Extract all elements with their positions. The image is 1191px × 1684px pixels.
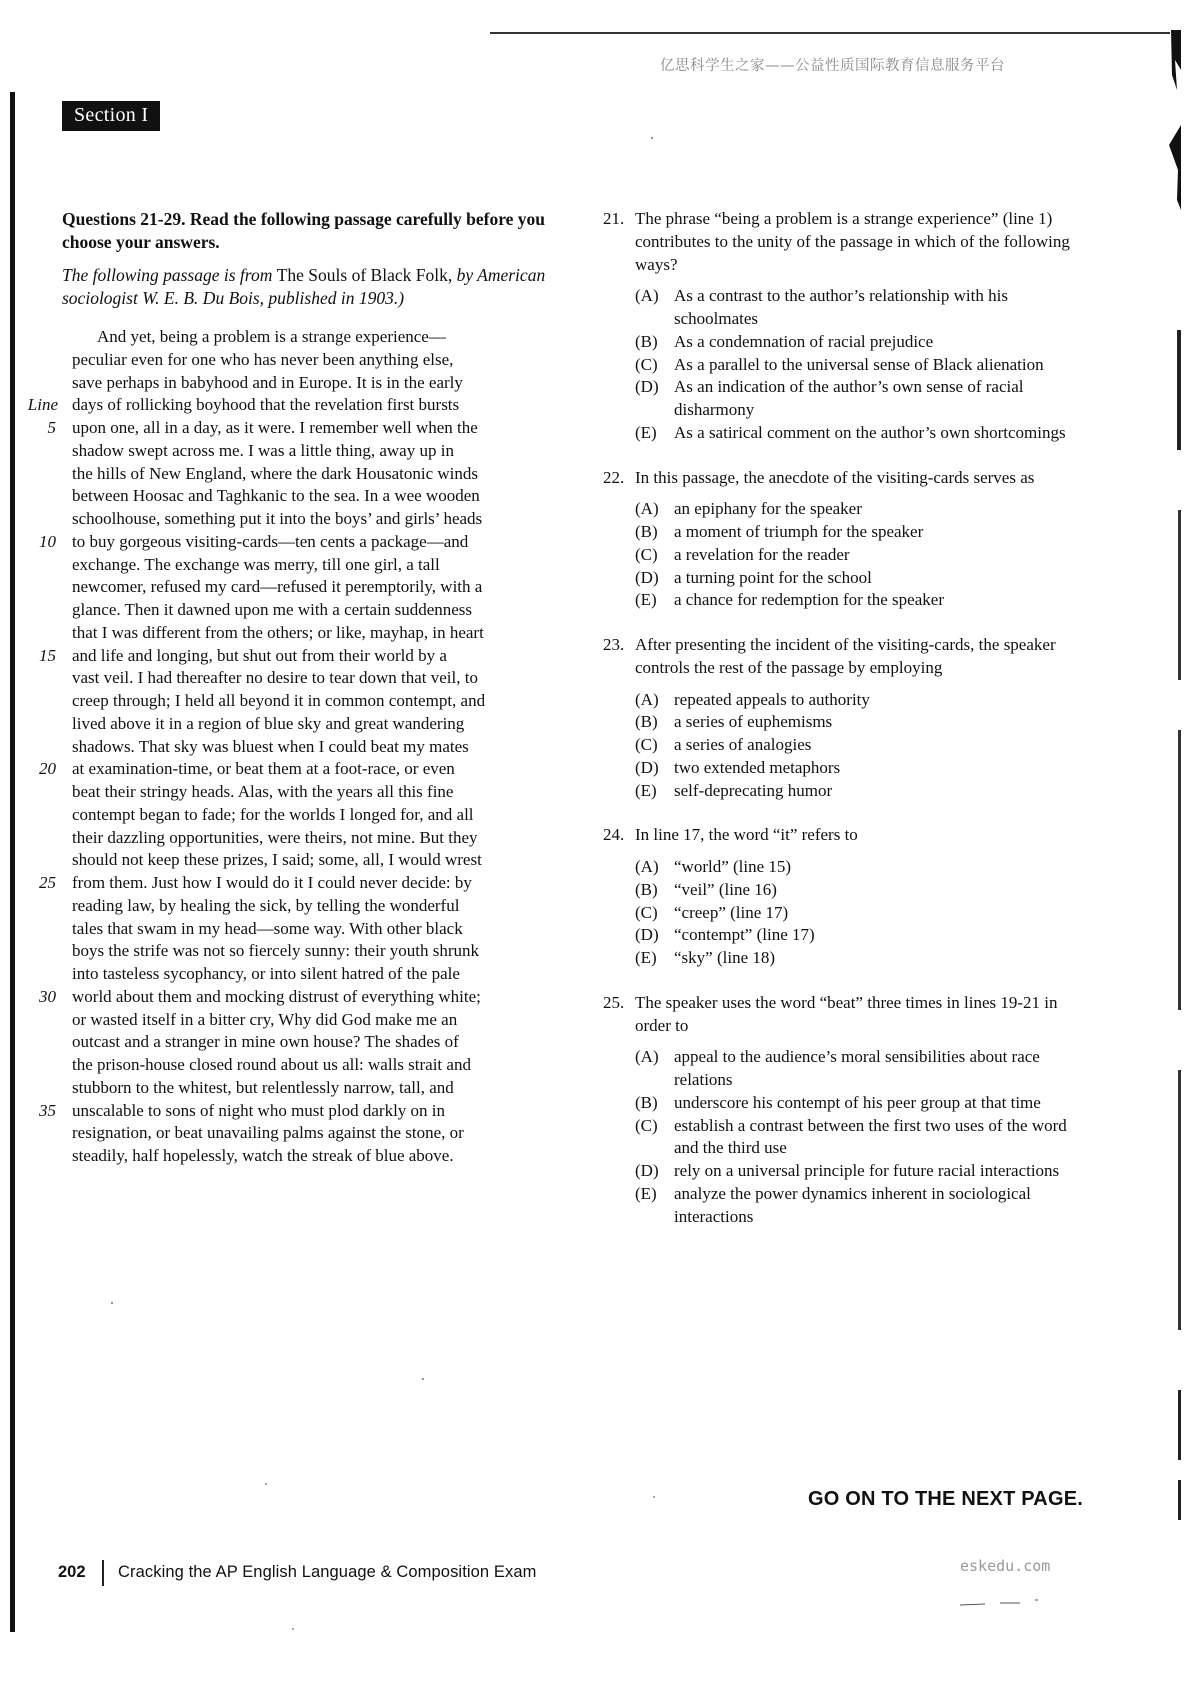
choice-text: As a parallel to the universal sense of Black alienation [674,354,1044,374]
choice-label: (A) [635,499,659,519]
choice-label: (B) [635,331,658,351]
choice-text: “veil” (line 16) [674,879,777,899]
question-text: In this passage, the anecdote of the visiting-cards serves as [635,467,1035,487]
question-number: 25. [603,992,625,1012]
footer-divider [102,1560,104,1586]
answer-choice [603,567,1083,590]
choice-text: a series of euphemisms [674,712,833,732]
choice-text: “creep” (line 17) [674,902,789,922]
section-label: Section I [62,101,160,131]
intro-work-title: The Souls of Black Folk, [276,265,453,285]
passage-line-text: And yet, being a problem is a strange experience— [97,327,446,346]
intro-suffix: by American sociologist W. E. B. Du Bois, published in 1903.) [62,265,546,308]
question-23 [603,634,1083,802]
choice-text: a revelation for the reader [674,544,850,564]
directions: Questions 21-29. Read the following passage carefully before you choose your answers. [62,209,546,252]
answer-choice [603,589,1083,612]
choice-label: (A) [635,1047,659,1067]
choice-label: (B) [635,879,658,899]
question-text: The phrase “being a problem is a strange experience” (line 1) contributes to the unity of the passage in which of the following ways? [635,209,1070,274]
answer-choice [603,354,1083,377]
passage-line [62,895,562,918]
choice-text: an epiphany for the speaker [674,499,862,519]
passage-line-text: world about them and mocking distrust of everything white; [72,986,481,1006]
passage-line-text: their dazzling opportunities, were theirs, not mine. But they [72,827,478,847]
question-number: 22. [603,467,625,487]
choice-label: (D) [635,567,659,587]
question-text: After presenting the incident of the visiting-cards, the speaker controls the rest of the passage by employing [635,635,1056,677]
next-page-instruction: GO ON TO THE NEXT PAGE. [808,1488,1084,1510]
answer-choice [603,879,1083,902]
scan-binding-edge [10,92,15,1632]
choice-text: As a contrast to the author’s relationship with his schoolmates [674,286,1008,328]
question-number: 21. [603,209,625,228]
passage-line [39,1100,562,1123]
choice-text: self-deprecating humor [674,780,833,800]
question-stem [603,208,1083,276]
passage-line [62,1009,562,1032]
choice-text: a turning point for the school [674,567,872,587]
passage-line-text: glance. Then it dawned upon me with a certain suddenness [72,600,473,619]
question-text: The speaker uses the word “beat” three times in lines 19-21 in order to [635,992,1058,1035]
passage-line-text: reading law, by healing the sick, by telling the wonderful [72,895,460,915]
passage-line-text: upon one, all in a day, as it were. I remember well when the [72,418,478,437]
passage-line-text: newcomer, refused my card—refused it peremptorily, with a [72,577,483,597]
passage-line [62,1054,562,1077]
passage-line [62,1122,562,1145]
choice-text: appeal to the audience’s moral sensibilities about race relations [674,1047,1040,1089]
answer-choice [603,924,1083,947]
passage-line [62,1145,562,1168]
answer-choice [603,902,1083,925]
passage-line-text: the hills of New England, where the dark Housatonic winds [72,463,479,483]
passage-line-text: the prison-house closed round about us all: walls strait and [72,1055,471,1074]
scan-top-rule [490,32,1170,34]
choice-text: establish a contrast between the first two uses of the word and the third use [674,1115,1067,1158]
choice-label: (E) [635,1183,657,1203]
choice-label: (A) [635,857,659,876]
watermark-top: 亿思科学生之家——公益性质国际教育信息服务平台 [660,58,1005,74]
passage-line [62,713,562,736]
passage-line [62,1077,562,1100]
passage-line [62,576,562,599]
passage-line-text: from them. Just how I would do it I could never decide: by [72,873,472,892]
passage-line [39,758,562,781]
choice-label: (D) [635,925,659,945]
passage-line [39,986,562,1009]
answer-choice [603,376,1083,422]
question-number: 23. [603,635,625,654]
choice-label: (E) [635,780,657,800]
passage-line [62,804,562,827]
line-number: 5 [47,418,56,437]
passage-line [62,827,562,850]
passage-line-text: that I was different from the others; or like, mayhap, in heart [72,622,484,642]
question-stem [603,824,1083,847]
passage-line [62,599,562,622]
choice-text: a moment of triumph for the speaker [674,522,924,541]
question-21 [603,208,1083,445]
passage-line [62,622,562,645]
passage-line [62,554,562,577]
passage-line-text: days of rollicking boyhood that the revelation first bursts [72,395,460,415]
choice-label: (B) [635,712,658,732]
choice-text: a series of analogies [674,735,812,754]
passage-line [62,781,562,804]
choice-label: (A) [635,286,659,306]
answer-choice [603,711,1083,734]
choice-text: “contempt” (line 17) [674,925,815,945]
passage-line-text: tales that swam in my head—some way. With other black [72,918,463,938]
choice-text: As a condemnation of racial prejudice [674,331,934,351]
answer-choice [603,689,1083,712]
choice-label: (C) [635,735,658,754]
choice-label: (B) [635,1092,658,1112]
answer-choice [603,521,1083,544]
choice-text: “world” (line 15) [674,857,792,876]
choice-text: underscore his contempt of his peer group at that time [674,1092,1041,1112]
line-number: 25 [39,873,56,892]
choice-text: repeated appeals to authority [674,689,870,709]
answer-choice [603,331,1083,354]
passage-line [62,485,562,508]
scan-right-edge [1169,30,1183,1650]
choice-label: (E) [635,590,657,610]
passage-line-text: beat their stringy heads. Alas, with the years all this fine [72,782,454,801]
choice-label: (B) [635,522,658,541]
book-title: Cracking the AP English Language & Composition Exam [118,1563,537,1581]
passage-line [39,645,562,668]
passage-line-text: steadily, half hopelessly, watch the streak of blue above. [72,1146,454,1165]
passage-line-text: shadow swept across me. I was a little thing, away up in [72,440,454,460]
passage-line-text: peculiar even for one who has never been anything else, [72,349,454,369]
choice-text: rely on a universal principle for future racial interactions [674,1161,1060,1180]
passage-line [62,736,562,759]
question-stem [603,634,1083,680]
passage-column [27,208,562,1168]
answer-choice [603,734,1083,757]
passage-line-text: vast veil. I had thereafter no desire to tear down that veil, to [72,668,478,688]
choice-text: two extended metaphors [674,757,841,777]
choice-label: (E) [635,948,657,967]
question-25 [603,992,1083,1229]
passage-line [62,667,562,690]
questions-column [603,208,1083,1250]
passage-line [47,417,562,440]
passage-line [27,394,562,417]
answer-choice [603,1160,1083,1183]
passage-line-text: contempt began to fade; for the worlds I longed for, and all [72,804,474,824]
line-number: 20 [39,759,56,779]
passage-intro [62,264,562,310]
passage-line-text: creep through; I held all beyond it in common contempt, and [72,691,486,710]
passage-line-text: save perhaps in babyhood and in Europe. It is in the early [72,372,463,392]
passage-line [62,940,562,963]
passage-line-text: shadows. That sky was bluest when I could beat my mates [72,736,469,756]
passage-line [62,463,562,486]
line-number: 10 [39,531,56,551]
choice-text: “sky” (line 18) [674,948,776,967]
passage-line-text: unscalable to sons of night who must plod darkly on in [72,1100,446,1120]
choice-label: (C) [635,1115,658,1135]
question-24 [603,824,1083,970]
passage [27,326,562,1168]
passage-line [62,690,562,713]
answer-choice [603,1092,1083,1115]
choice-label: (E) [635,422,657,442]
choice-text: As an indication of the author’s own sense of racial disharmony [674,377,1024,419]
passage-line-text: schoolhouse, something put it into the boys’ and girls’ heads [72,509,483,528]
choice-label: (D) [635,377,659,397]
passage-line [62,508,562,531]
answer-choice [603,422,1083,445]
line-number: 30 [39,986,56,1006]
choice-label: (C) [635,354,658,374]
passage-line-text: resignation, or beat unavailing palms against the stone, or [72,1123,464,1143]
passage-line [39,531,562,554]
line-number: Line [27,395,58,415]
line-number: 35 [39,1100,56,1120]
passage-line [62,326,562,349]
line-number: 15 [39,645,56,665]
choice-label: (C) [635,544,658,564]
choice-text: As a satirical comment on the author’s own shortcomings [674,422,1066,442]
question-number: 24. [603,825,625,845]
answer-choice [603,947,1083,970]
passage-line-text: to buy gorgeous visiting-cards—ten cents a package—and [72,531,469,551]
choice-label: (D) [635,1161,659,1180]
passage-line [62,918,562,941]
choice-label: (A) [635,689,659,709]
passage-line-text: between Hoosac and Taghkanic to the sea. In a wee wooden [72,486,480,506]
answer-choice [603,757,1083,780]
answer-choice [603,498,1083,521]
passage-line-text: exchange. The exchange was merry, till one girl, a tall [72,554,440,574]
passage-line [39,872,562,895]
watermark-bottom: eskedu.com [960,1557,1051,1575]
passage-line [62,849,562,872]
choice-label: (C) [635,902,658,922]
question-text: In line 17, the word “it” refers to [635,825,858,845]
answer-choice [603,780,1083,803]
passage-line-text: at examination-time, or beat them at a foot-race, or even [72,759,455,779]
choice-label: (D) [635,757,659,777]
answer-choice [603,544,1083,567]
passage-line-text: stubborn to the whitest, but relentlessly narrow, tall, and [72,1077,454,1097]
passage-line [62,1031,562,1054]
answer-choice [603,1046,1083,1092]
passage-line-text: or wasted itself in a bitter cry, Why did God make me an [72,1009,458,1029]
answer-choice [603,285,1083,331]
passage-line [62,963,562,986]
answer-choice [603,1115,1083,1161]
choice-text: a chance for redemption for the speaker [674,590,944,610]
question-stem [603,992,1083,1038]
passage-line [62,372,562,395]
question-stem [603,467,1083,490]
passage-line [62,440,562,463]
intro-prefix: The following passage is from [62,265,277,285]
answer-choice [603,856,1083,879]
passage-line-text: into tasteless sycophancy, or into silent hatred of the pale [72,964,460,983]
passage-line-text: boys the strife was not so fiercely sunny: their youth shrunk [72,941,479,961]
choice-text: analyze the power dynamics inherent in sociological interactions [674,1183,1031,1226]
passage-line-text: and life and longing, but shut out from their world by a [72,645,447,665]
passage-line-text: should not keep these prizes, I said; some, all, I would wrest [72,850,482,870]
question-22 [603,467,1083,613]
passage-line-text: lived above it in a region of blue sky and great wandering [72,713,465,733]
passage-line-text: outcast and a stranger in mine own house? The shades of [72,1032,459,1052]
passage-line [62,349,562,372]
answer-choice [603,1183,1083,1229]
page-number: 202 [58,1563,86,1581]
